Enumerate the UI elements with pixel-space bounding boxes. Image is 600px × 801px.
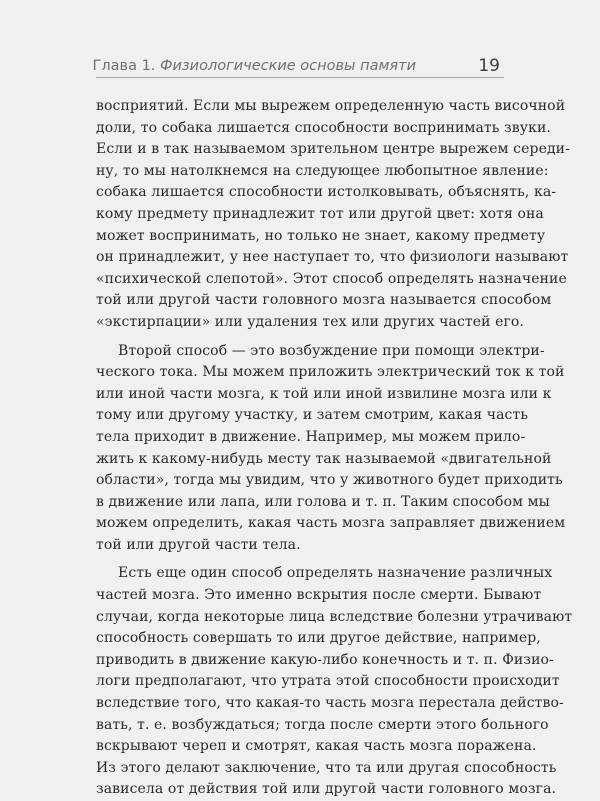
text-line: собака лишается способности истолковывать, объяснять, ка- [96, 184, 557, 201]
paragraph [96, 341, 566, 557]
text-line: в движение или лапа, или голова и т. п. Таким способом мы [96, 493, 550, 510]
text-line: «психической слепотой». Этот способ определять назначение [96, 270, 567, 287]
text-line: области», тогда мы увидим, что у животного будет приходить [96, 472, 563, 489]
text-line: зависела от действия той или другой части головного мозга. [96, 781, 557, 798]
paragraph-gap [96, 334, 510, 341]
body-text [96, 96, 573, 801]
paragraph [96, 563, 573, 801]
chapter-title: Физиологические основы памяти [160, 58, 416, 74]
text-line: он принадлежит, у нее наступает то, что физиологи называют [96, 249, 569, 266]
text-line: тела приходит в движение. Например, мы можем прило- [96, 428, 526, 445]
paragraph-gap [96, 556, 510, 563]
text-line: вать, т. е. возбуждаться; тогда после смерти этого больного [96, 716, 549, 733]
text-line: Есть еще один способ определять назначение различных [118, 565, 553, 582]
text-line: ну, то мы натолкнемся на следующее любопытное явление: [96, 162, 549, 179]
running-header [92, 53, 504, 79]
text-line: тому или другому участку, и затем смотрим, какая часть [96, 407, 529, 424]
text-line: можем определить, какая часть мозга заправляет движением [96, 515, 566, 532]
text-line: случаи, когда некоторые лица вследствие болезни утрачивают [96, 608, 573, 625]
text-line: жить к какому-нибудь месту так называемой «двигательной [96, 450, 552, 467]
text-line: частей мозга. Это именно вскрытия после смерти. Бывают [96, 587, 542, 604]
chapter-label: Глава 1. [92, 58, 156, 74]
text-line: Второй способ — это возбуждение при помощи электри- [118, 342, 545, 359]
text-line: той или другой части тела. [96, 536, 301, 553]
text-line: вследствие того, что какая-то часть мозга перестала действо- [96, 695, 564, 712]
text-line: Из этого делают заключение, что та или другая способность [96, 759, 557, 776]
text-line: восприятий. Если мы вырежем определенную часть височной [96, 98, 566, 114]
text-line: может воспринимать, но только не знает, какому предмету [96, 227, 546, 244]
text-line: вскрывают череп и смотрят, какая часть мозга поражена. [96, 738, 537, 755]
chapter-heading [93, 58, 416, 74]
text-line: способность совершать то или другое действие, например, [96, 630, 541, 647]
text-line: той или другой части головного мозга называется способом [96, 292, 552, 309]
header-rule [96, 77, 504, 78]
text-line: «экстирпации» или удаления тех или других частей его. [96, 313, 524, 330]
text-line: логи предполагают, что утрата этой способности происходит [96, 673, 560, 690]
text-line: или иной части мозга, к той или иной извилине мозга или к [96, 385, 552, 402]
text-line: доли, то собака лишается способности воспринимать звуки. [96, 119, 551, 136]
text-line: ческого тока. Мы можем приложить электрический ток к той [96, 364, 565, 381]
text-line: кому предмету принадлежит тот или другой цвет: хотя она [96, 205, 544, 222]
paragraph [96, 96, 570, 334]
page-number: 19 [478, 56, 500, 76]
text-line: приводить в движение какую-либо конечность и т. п. Физио- [96, 651, 554, 668]
text-line: Если и в так называемом зрительном центре вырежем середи- [96, 141, 570, 158]
